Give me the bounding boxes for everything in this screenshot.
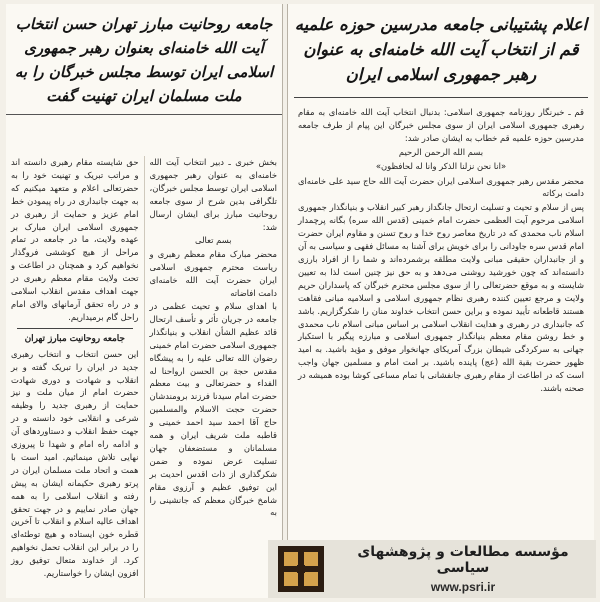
left-col-right-address: محضر مبارک مقام معظم رهبری و ریاست محترم جمهوری اسلامی ایران حضرت آیت الله خامنه‌ای دامت افاضاته [149, 249, 277, 299]
institute-logo-icon [278, 546, 324, 592]
institute-name: مؤسسه مطالعات و پژوهشهای سیاسی [357, 544, 569, 576]
left-col-left-text: حق شایسته مقام رهبری دانسته اند و مراتب تبریک و تهنیت خود را به حضرتعالی اعلام و متعهد میکنیم که به جهت جانبداری در راه پیمودن خط امام عزیز و حمایت از رهبری در جمهوری اسلامی ایران مبارک بر عهده ولایت، ما در جامعه در تمام مراحل از هیچ کوششی فروگذار نخواهیم کرد و همچنان در اطاعت و تحت ولایت مقام معظم رهبری در جهت اهداف مقدس انقلاب اسلامی و در راه تحقق آرمانهای والای امام راحل گام برمیداریم. [11, 157, 139, 322]
institute-url-link[interactable]: www.psri.ir [430, 580, 496, 594]
left-headline: جامعه روحانیت مبارز تهران حسن انتخاب آیت الله خامنه‌ای بعنوان رهبر جمهوری اسلامی ایران توسط مجلس خبرگان را به ملت مسلمان ایران تهنیت گفت [6, 4, 282, 115]
right-divider [294, 97, 588, 98]
right-address: محضر مقدس رهبر جمهوری اسلامی ایران حضرت آیت الله حاج سید علی خامنه‌ای دامت برکاته [298, 175, 584, 199]
left-basmala: بسم تعالی [195, 235, 232, 246]
left-col-left-divider [17, 328, 133, 329]
right-lead: قم ـ خبرنگار روزنامه جمهوری اسلامی: بدنبال انتخاب آیت الله خامنه‌ای به مقام رهبری جمهوری اسلامی ایران از سوی مجلس خبرگان این پیام از طرف جامعه مدرسین حوزه علمیه قم خطاب به ایشان صادر شد: [298, 107, 584, 143]
institute-footer-banner [268, 540, 596, 598]
right-verse: «انا نحن نزلنا الذکر وانا له لحافظون» [375, 160, 507, 171]
right-news-clipping [287, 4, 594, 598]
left-column-left [6, 156, 145, 598]
left-col-left-subhead: جامعه روحانیت مبارز تهران [24, 333, 125, 344]
left-col-right-body: با اهدای سلام و تحیت عظمی در جامعه در جریان تأثر و تأسف ارتحال قائد عظیم الشأن انقلاب و بنیانگذار جمهوری اسلامی حضرت امام خمینی رضوان الله تعالی علیه را به پیشگاه مقدس حجة بن الحسن ارواحنا له الفداء و حضرتعالی و بیت معظم حضرت امام سیدنا فرزند برومندشان حضرت حجت الاسلام والمسلمین حاج آقا احمد سید احمد خمینی و قاطبه ملت شریف ایران و همه مسلمانان و مستضعفان جهان تسلیت عرض نموده و ضمن شکرگذاری از ذات اقدس احدیت بر این توفیق عظیم و آرزوی مقام شامخ خبرگان معظم که جانشینی را به [149, 300, 277, 518]
footer-text-block [330, 544, 596, 594]
left-col-left-body: این حسن انتخاب و انتخاب رهبری جدید در ایران را تبریک گفته و بر انقلاب و شهادت و دوری شهادت حضرت امام از میان ملت و نیز حمایت از رهبری جدید را وظیفه شرعی و انقلابی خود دانسته و در جهت حفظ انقلاب و دستاوردهای آن و ادامه راه امام و شهدا تا پیروزی نهایی تلاش مینمائیم. امید است با همت و اتحاد ملت مسلمان ایران در پرتو رهبری حکیمانه ایشان به پیش رفته و انقلاب اسلامی را به همه جهان صادر نماییم و در جهت تحقق اهداف عالیه اسلام و انقلاب تا آخرین قطره خون ایستاده و هیچ توطئه‌ای را در برابر این انقلاب تحمل نخواهیم کرد. از خداوند متعال توفیق روز افزون ایشان را خواستاریم. [11, 348, 139, 579]
left-columns [6, 156, 282, 598]
left-column-right [145, 156, 283, 598]
right-headline: اعلام پشتیبانی جامعه مدرسین حوزه علمیه قم از انتخاب آیت الله خامنه‌ای به عنوان رهبر جمهوری اسلامی ایران [294, 15, 588, 84]
right-basmala: بسم الله الرحمن الرحیم [398, 146, 484, 157]
left-col-right-intro: بخش خبری ـ دبیر انتخاب آیت الله خامنه‌ای به عنوان رهبر جمهوری اسلامی ایران توسط مجلس خبرگان، تلگرافی بدین شرح از سوی جامعه روحانیت مبارز برای ایشان ارسال شد: [149, 157, 277, 232]
right-body: پس از سلام و تحیت و تسلیت ارتحال جانگداز رهبر کبیر انقلاب و بنیانگذار جمهوری اسلامی مرحوم آیت العظمی حضرت امام خمینی (قدس الله سره) بگانه پرچمدار اسلام ناب محمدی که در تاریخ معاصر روح خدا و روح تسنن و مقاوم ایران حضرت امام قدس سره جاودانی را برای خویش برای آشنا به مسائل فقهی و سیاسی به آن و از جانبداران حقیقی مبانی ولایت مطلقه برشمرده‌اند و شما را از افراد بارزی دانسته‌اند که چون خورشید روشنی می‌دهد و به حق نیز چنین است لذا به تعیین شایسته و به موقع حضرتعالی را از سوی مجلس محترم خبرگان که پاسداران حریم ولایت و مرجع تعیین کننده رهبری نظام جمهوری اسلامی و اسلامیه مبانی فقاهت هستند قاطعانه تأیید نموده و براین حسن انتخاب خداوند منان را شکرگزاریم. باشد که جانبداری در رهبری و هدایت انقلاب اسلامی بر اساس مبانی اسلام ناب محمدی و خط روشن مقام معظم بنیانگذار جمهوری اسلامی و مبارزه پیگیر با استکبار جهانی به سرکردگی شیطان بزرگ آمریکای جهانخوار موفق و مؤید باشید. به امید ظهور حضرت بقیة الله (عج) پاینده باشید. بر امت امام و مسلمین جهان واجب است که در اطاعت از مقام رهبری جانفشانی با تمام مساعی کوشا بوده همیشه در صحنه باشند. [298, 202, 584, 394]
left-news-clipping [6, 4, 283, 598]
